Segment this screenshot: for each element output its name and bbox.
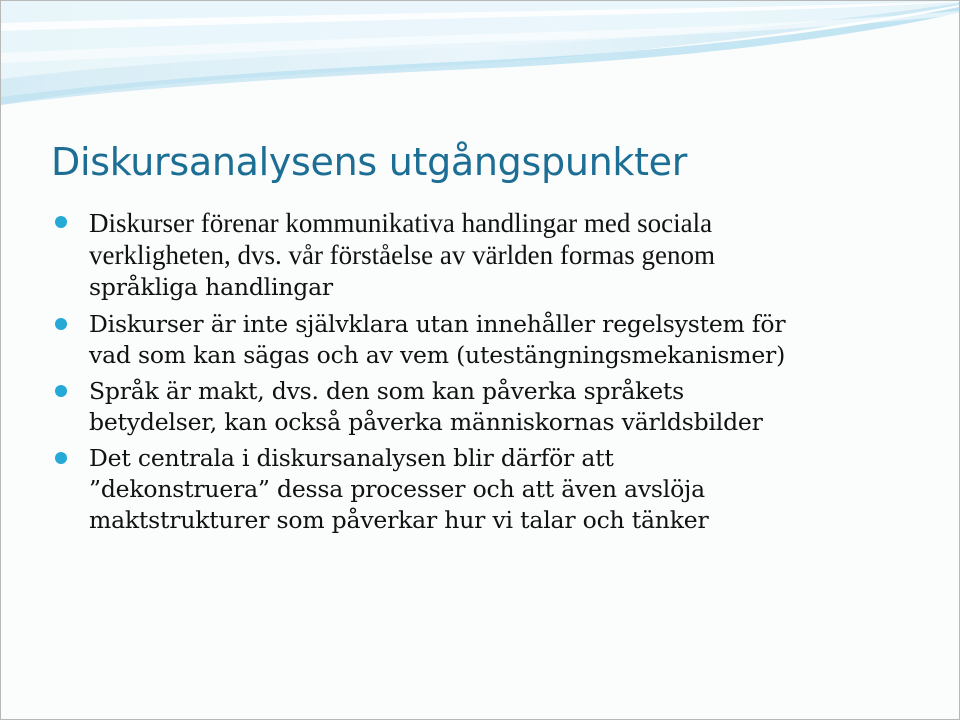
bullet-dot-icon bbox=[55, 452, 67, 464]
bullet-text-line: maktstrukturer som påverkar hur vi talar och tänker bbox=[89, 506, 709, 534]
bullet-list bbox=[55, 207, 895, 536]
bullet-item bbox=[55, 443, 895, 536]
bullet-dot-icon bbox=[55, 216, 67, 228]
bullet-item bbox=[55, 376, 895, 438]
bullet-text-line: vad som kan sägas och av vem (utestängningsmekanismer) bbox=[89, 341, 786, 369]
bullet-item bbox=[55, 309, 895, 371]
bullet-text-line: verkligheten, dvs. vår förståelse av världen formas genom bbox=[89, 240, 716, 270]
bullet-item bbox=[55, 207, 895, 303]
bullet-text-line: betydelser, kan också påverka människornas världsbilder bbox=[89, 408, 763, 436]
bullet-dot-icon bbox=[55, 385, 67, 397]
bullet-text-line: Diskurser förenar kommunikativa handlingar med sociala bbox=[89, 208, 713, 238]
slide-title: Diskursanalysens utgångspunkter bbox=[51, 140, 688, 184]
bullet-text-line: Diskurser är inte självklara utan innehåller regelsystem för bbox=[89, 310, 786, 338]
bullet-text-line: Det centrala i diskursanalysen blir därför att bbox=[89, 444, 614, 472]
bullet-text-line: språkliga handlingar bbox=[89, 273, 333, 301]
bullet-dot-icon bbox=[55, 318, 67, 330]
decorative-wave-banner bbox=[1, 1, 959, 121]
bullet-text-line: Språk är makt, dvs. den som kan påverka språkets bbox=[89, 377, 685, 405]
bullet-text-line: ”dekonstruera” dessa processer och att även avslöja bbox=[89, 475, 705, 503]
